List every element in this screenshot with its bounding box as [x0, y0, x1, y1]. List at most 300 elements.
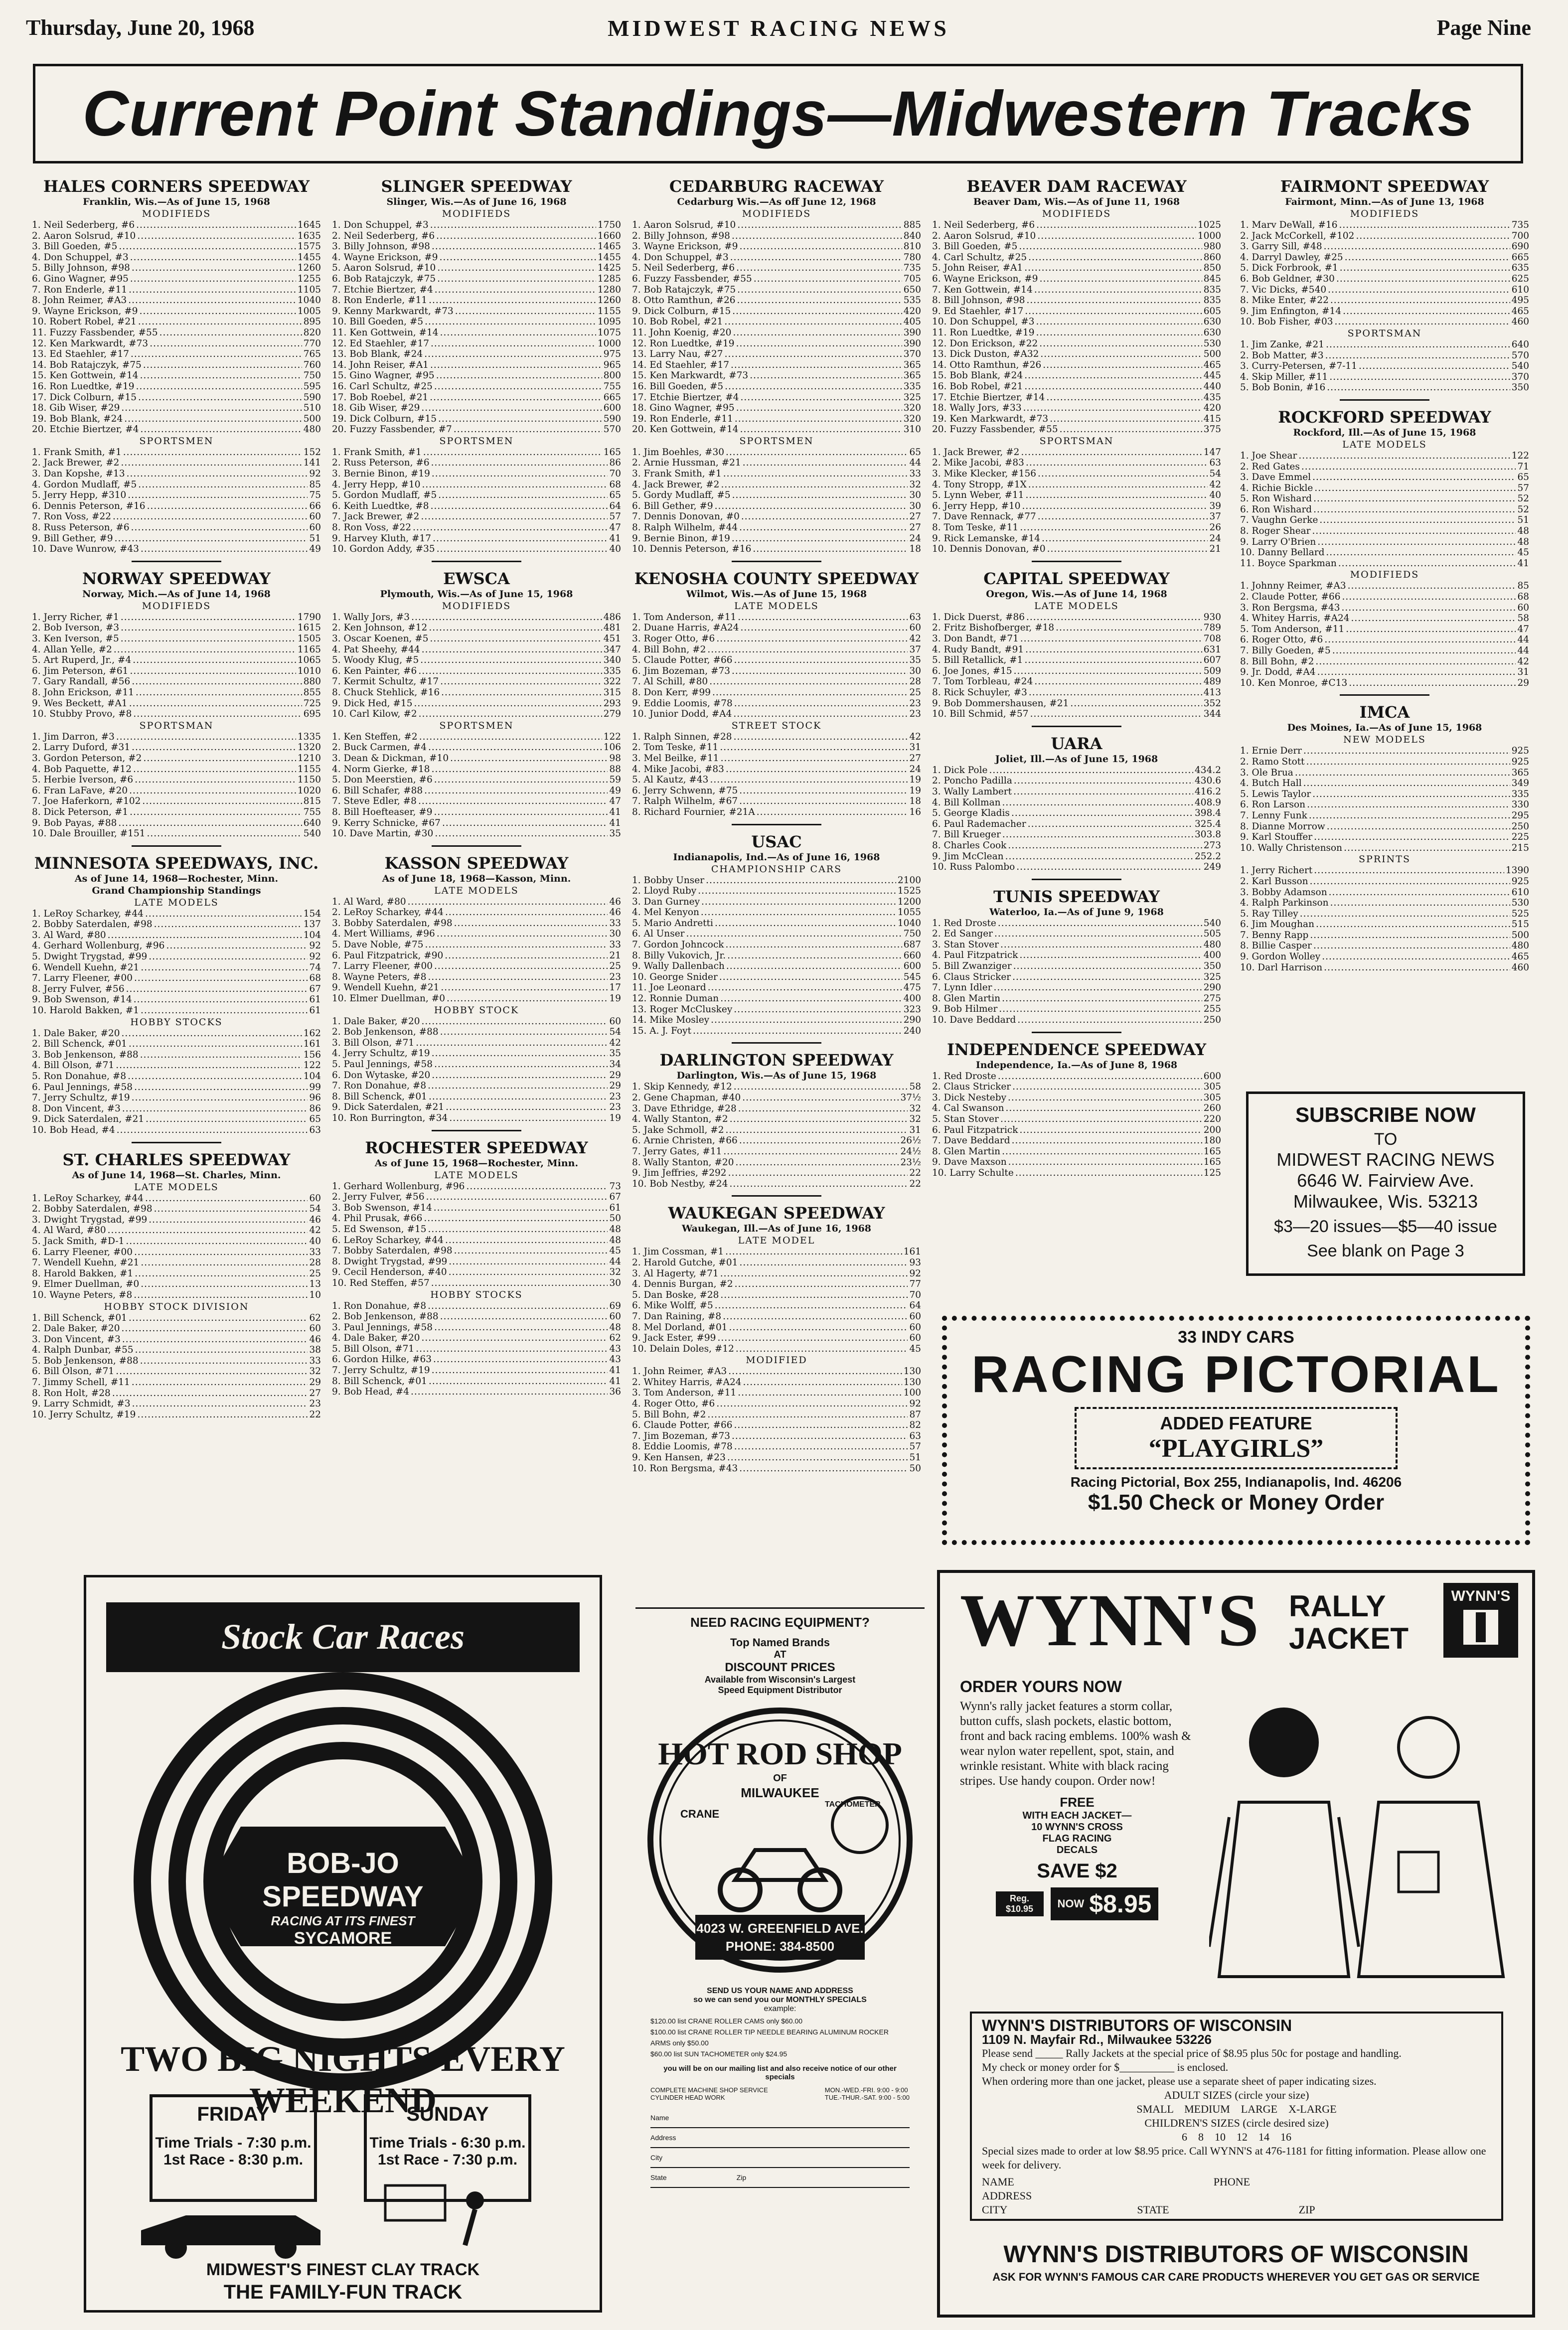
dot-leader	[737, 220, 902, 231]
dot-leader	[134, 1290, 308, 1301]
driver-name: 5. Ed Swenson, #15	[332, 1224, 427, 1235]
dot-leader	[122, 1323, 308, 1334]
dot-leader	[141, 1257, 308, 1268]
friday-race: 1st Race - 8:30 p.m.	[163, 2152, 304, 2168]
hotrod-hours-2: CYLINDER HEAD WORK	[650, 2094, 725, 2101]
standing-row	[32, 360, 321, 371]
wynns-regular-price: Reg. $10.95	[996, 1891, 1044, 1916]
standing-row	[332, 316, 621, 327]
hotrod-example: example:	[764, 2005, 796, 2013]
driver-name: 7. Dave Rennack, #77	[932, 511, 1036, 522]
standing-row	[332, 447, 621, 458]
dot-leader	[726, 447, 908, 458]
driver-name: 5. Neil Sederberg, #6	[632, 263, 735, 274]
standing-row	[632, 796, 921, 807]
standing-row	[32, 1290, 321, 1301]
driver-points: 47	[609, 796, 621, 807]
driver-points: 122	[603, 731, 621, 742]
wynns-special-sizes: Special sizes made to order at low $8.95 price. Call WYNN'S at 476-1181 for fitting information. Please allow one week for delivery.	[982, 2145, 1486, 2171]
section-divider	[432, 845, 521, 847]
dot-leader	[1359, 361, 1510, 372]
dot-leader	[1034, 285, 1202, 296]
dot-leader	[720, 1290, 908, 1301]
driver-points: 430.6	[1195, 776, 1221, 786]
driver-name: 10. Red Steffen, #57	[332, 1277, 430, 1288]
driver-points: 68	[609, 479, 621, 490]
standing-row	[632, 231, 921, 242]
dot-leader	[1014, 776, 1193, 786]
standing-row	[332, 818, 621, 829]
driver-name: 5. Gordon Mudlaff, #5	[332, 490, 437, 501]
driver-name: 11. Fuzzy Fassbender, #55	[32, 327, 158, 338]
driver-name: 9. Jim McClean	[932, 851, 1004, 862]
driver-points: 68	[309, 973, 321, 984]
driver-points: 92	[309, 468, 321, 479]
driver-points: 27	[909, 753, 921, 764]
dot-leader	[142, 796, 302, 807]
standing-row	[932, 612, 1221, 623]
driver-name: 6. Bob Ratajczyk, #75	[332, 273, 436, 284]
driver-name: 8. John Erickson, #11	[32, 687, 134, 698]
dot-leader	[1295, 768, 1510, 778]
driver-name: 3. Gordon Peterson, #2	[32, 753, 142, 764]
dot-leader	[1300, 909, 1510, 920]
standing-row	[632, 1344, 921, 1355]
driver-name: 3. Stan Stover	[932, 939, 999, 950]
driver-points: 885	[903, 220, 921, 230]
standing-row	[932, 929, 1221, 939]
driver-points: 54	[1209, 468, 1221, 479]
dot-leader	[166, 940, 308, 951]
standing-row	[332, 939, 621, 950]
standing-row	[332, 950, 621, 961]
driver-points: 180	[1203, 1135, 1221, 1146]
standing-row	[332, 633, 621, 644]
driver-name: 18. Wally Jors, #33	[932, 403, 1022, 414]
standing-row	[1240, 810, 1529, 821]
driver-name: 8. Russ Peterson, #6	[32, 522, 130, 533]
standing-row	[32, 501, 321, 512]
standing-row	[32, 666, 321, 677]
driver-points: 33	[309, 1355, 321, 1366]
dot-leader	[132, 1398, 308, 1409]
standing-row	[32, 263, 321, 274]
driver-points: 600	[603, 403, 621, 414]
dot-leader	[128, 1071, 302, 1082]
wynns-adult-sizes: ADULT SIZES (circle your size)	[1164, 2089, 1309, 2101]
standing-row	[332, 1203, 621, 1214]
standing-row	[332, 1387, 621, 1398]
standing-row	[32, 403, 321, 414]
dot-leader	[442, 818, 608, 829]
driver-points: 965	[603, 359, 621, 370]
dot-leader	[1006, 1103, 1202, 1114]
driver-points: 630	[1203, 316, 1221, 327]
standing-row	[32, 655, 321, 666]
section-divider	[732, 824, 821, 825]
dot-leader	[429, 622, 602, 633]
standing-row	[332, 1311, 621, 1322]
wynns-copy	[960, 1678, 1194, 1920]
driver-name: 6. Ron Wishard	[1240, 504, 1312, 515]
driver-name: 5. George Kladis	[932, 808, 1010, 819]
dot-leader	[1008, 840, 1202, 851]
standing-row	[932, 1114, 1221, 1125]
standing-row	[632, 676, 921, 687]
dot-leader	[449, 1113, 608, 1124]
driver-points: 33	[609, 939, 621, 950]
standing-row	[32, 807, 321, 818]
driver-name: 6. Paul Jennings, #58	[32, 1082, 133, 1092]
driver-points: 1645	[297, 220, 321, 230]
driver-points: 1000	[597, 338, 621, 349]
driver-points: 38	[309, 1345, 321, 1356]
standing-row	[632, 424, 921, 435]
driver-points: 1155	[597, 306, 621, 316]
driver-points: 147	[1203, 447, 1221, 458]
dot-leader	[728, 1366, 902, 1377]
driver-name: 7. Bob Ratajczyk, #75	[632, 284, 736, 295]
track-title: TUNIS SPEEDWAY	[993, 887, 1160, 906]
standing-row	[332, 1113, 621, 1124]
standing-row	[332, 775, 621, 785]
track-subtitle: Indianapolis, Ind.—As of June 16, 1968	[673, 851, 880, 863]
driver-points: 49	[609, 785, 621, 796]
driver-name: 9. Dick Hed, #15	[332, 698, 413, 709]
dot-leader	[734, 1082, 908, 1092]
standing-row	[632, 511, 921, 522]
driver-name: 2. Larry Duford, #31	[32, 742, 131, 753]
dot-leader	[1005, 851, 1193, 862]
standing-row	[32, 909, 321, 920]
driver-points: 32	[909, 479, 921, 490]
dot-leader	[147, 828, 302, 839]
driver-points: 1255	[297, 273, 321, 284]
driver-name: 5. Lewis Taylor	[1240, 788, 1311, 799]
driver-name: 3. Mel Beilke, #11	[632, 753, 719, 764]
dot-leader	[413, 522, 608, 533]
driver-name: 5. Art Ruperd, Jr., #4	[32, 655, 132, 666]
track-town: SYCAMORE	[294, 1929, 392, 1948]
standing-row	[332, 349, 621, 360]
dot-leader	[754, 274, 902, 285]
driver-points: 1425	[597, 263, 621, 274]
driver-points: 352	[1203, 698, 1221, 709]
driver-name: 6. Keith Luedtke, #8	[332, 500, 429, 511]
driver-name: 1. Jerry Richer, #1	[32, 612, 119, 622]
dot-leader	[734, 698, 908, 709]
track-title: KENOSHA COUNTY SPEEDWAY	[634, 569, 919, 588]
standing-row	[32, 1366, 321, 1377]
driver-name: 14. Otto Ramthun, #26	[932, 359, 1042, 370]
driver-name: 8. Ralph Wilhelm, #44	[632, 522, 738, 533]
standing-row	[32, 392, 321, 403]
dot-leader	[737, 285, 902, 296]
driver-name: 2. Duane Harris, #A24	[632, 622, 739, 633]
dot-leader	[998, 918, 1202, 929]
driver-points: 60	[309, 1323, 321, 1334]
standing-row	[1240, 462, 1529, 472]
standing-row	[332, 392, 621, 403]
driver-name: 2. Aaron Solsrud, #10	[932, 230, 1036, 241]
dot-leader	[416, 1038, 608, 1049]
driver-name: 10. Russ Palombo	[932, 862, 1015, 873]
driver-name: 5. Lynn Weber, #11	[932, 490, 1024, 501]
driver-name: 3. Bob Swenson, #14	[332, 1202, 432, 1213]
dot-leader	[1329, 372, 1510, 383]
driver-name: 10. Dennis Donovan, #0	[932, 544, 1046, 555]
driver-points: 64	[909, 1300, 921, 1311]
dot-leader	[1313, 504, 1516, 515]
dot-leader	[130, 252, 296, 263]
driver-points: 165	[603, 447, 621, 458]
driver-name: 6. Gordon Hilke, #63	[332, 1354, 432, 1365]
driver-points: 21	[1209, 544, 1221, 555]
dot-leader	[436, 370, 602, 381]
driver-points: 515	[1511, 919, 1529, 930]
standing-row	[932, 360, 1221, 371]
standing-row	[632, 961, 921, 972]
standing-row	[932, 709, 1221, 720]
driver-name: 13. Larry Nau, #27	[632, 349, 723, 360]
division-heading: SPRINTS	[1359, 854, 1411, 865]
dot-leader	[434, 961, 608, 972]
driver-name: 7. Dave Beddard	[932, 1135, 1010, 1146]
driver-points: 390	[903, 338, 921, 349]
driver-name: 12. Ronnie Duman	[632, 993, 719, 1004]
driver-points: 1455	[597, 252, 621, 263]
pictorial-feature: “PLAYGIRLS”	[1148, 1434, 1324, 1463]
driver-points: 315	[603, 687, 621, 698]
dot-leader	[1342, 603, 1516, 614]
page-header	[26, 15, 1531, 50]
standing-row	[632, 241, 921, 252]
driver-name: 2. Lloyd Ruby	[632, 886, 697, 897]
dot-leader	[1316, 919, 1510, 930]
driver-name: 14. Mike Mosley	[632, 1015, 710, 1026]
driver-points: 815	[303, 796, 321, 807]
standing-row	[932, 424, 1221, 435]
driver-points: 486	[603, 612, 621, 622]
standing-row	[332, 972, 621, 983]
division-heading: LATE MODELS	[434, 1169, 519, 1181]
driver-name: 8. John Reimer, #A3	[32, 295, 127, 306]
standing-row	[632, 886, 921, 897]
dot-leader	[686, 929, 902, 939]
driver-points: 500	[1511, 930, 1529, 940]
driver-points: 525	[1511, 908, 1529, 919]
subscribe-ad	[1246, 1091, 1525, 1276]
wynns-logo-badge	[1443, 1583, 1518, 1658]
dot-leader	[729, 1179, 908, 1190]
track-section	[632, 569, 921, 818]
driver-name: 15. Ken Markwardt, #73	[632, 370, 749, 381]
dot-leader	[422, 644, 602, 655]
standing-row	[932, 1092, 1221, 1103]
standings-column-5	[1240, 177, 1529, 979]
wynns-rally-jacket-ad	[937, 1570, 1535, 2318]
standing-row	[1240, 887, 1529, 898]
driver-name: 1. Jim Cossman, #1	[632, 1246, 724, 1257]
driver-points: 505	[1203, 929, 1221, 939]
driver-points: 52	[1517, 504, 1529, 515]
dot-leader	[725, 349, 902, 360]
driver-name: 8. Dick Peterson, #1	[32, 806, 129, 817]
standing-row	[32, 1313, 321, 1324]
standing-row	[32, 796, 321, 807]
driver-name: 1. Ralph Sinnen, #28	[632, 731, 732, 742]
standing-row	[932, 544, 1221, 555]
standing-row	[632, 1268, 921, 1279]
driver-points: 24½	[900, 1146, 921, 1157]
division-heading: SPORTSMEN	[139, 435, 214, 447]
dot-leader	[1025, 644, 1202, 655]
dot-leader	[108, 930, 302, 941]
dot-leader	[1036, 220, 1196, 231]
dot-leader	[1026, 612, 1202, 623]
standing-row	[332, 666, 621, 677]
driver-name: 4. Jerry Hepp, #10	[332, 479, 421, 490]
driver-points: 310	[903, 424, 921, 435]
dot-leader	[1012, 972, 1202, 983]
driver-points: 330	[1511, 799, 1529, 810]
dot-leader	[119, 241, 296, 252]
driver-points: 590	[303, 392, 321, 403]
track-subtitle: As of June 14, 1968—Rochester, Minn.	[74, 873, 279, 884]
driver-name: 17. Etchie Biertzer, #4	[632, 392, 739, 403]
driver-points: 46	[609, 907, 621, 918]
driver-name: 4. Bill Olson, #71	[32, 1060, 115, 1071]
driver-points: 29	[309, 1377, 321, 1388]
dot-leader	[1025, 306, 1202, 317]
driver-name: 10. Junior Dodd, #A4	[632, 709, 732, 720]
driver-name: 2. Claude Potter, #66	[1240, 592, 1341, 603]
driver-name: 6. Fuzzy Fassbender, #55	[632, 273, 752, 284]
driver-points: 44	[609, 1256, 621, 1267]
wynns-rally: RALLY	[1289, 1589, 1386, 1623]
track-section	[32, 1150, 321, 1420]
driver-points: 68	[1517, 592, 1529, 603]
driver-name: 10. Wally Christenson	[1240, 842, 1343, 853]
driver-name: 5. Bill Bohn, #2	[632, 1409, 706, 1420]
standing-row	[932, 644, 1221, 655]
standing-row	[1240, 316, 1529, 327]
dot-leader	[739, 1257, 908, 1268]
dot-leader	[1342, 592, 1516, 603]
track-title: MINNESOTA SPEEDWAYS, INC.	[34, 853, 319, 873]
standing-row	[1240, 909, 1529, 920]
dot-leader	[1012, 1135, 1202, 1146]
driver-name: 7. Bill Krueger	[932, 829, 1001, 840]
dot-leader	[437, 544, 608, 555]
driver-name: 10. Bill Schmid, #57	[932, 709, 1029, 720]
driver-points: 51	[909, 1452, 921, 1463]
driver-points: 1390	[1505, 865, 1529, 876]
standing-row	[1240, 592, 1529, 603]
dot-leader	[1040, 274, 1202, 285]
standing-row	[1240, 231, 1529, 242]
driver-points: 340	[603, 655, 621, 666]
dot-leader	[1028, 819, 1193, 830]
driver-points: 141	[303, 458, 321, 468]
dot-leader	[115, 533, 308, 544]
dot-leader	[723, 1146, 899, 1157]
dot-leader	[429, 1091, 608, 1102]
driver-name: 3. Bill Goeden, #5	[932, 241, 1018, 252]
driver-points: 41	[1517, 558, 1529, 569]
standing-row	[32, 458, 321, 468]
driver-name: 1. Dale Baker, #20	[32, 1028, 120, 1039]
driver-points: 25	[309, 1268, 321, 1279]
driver-points: 293	[603, 698, 621, 709]
dot-leader	[440, 1311, 608, 1322]
standing-row	[632, 1146, 921, 1157]
standing-row	[332, 414, 621, 425]
driver-points: 305	[1203, 1092, 1221, 1103]
standing-row	[332, 1354, 621, 1365]
driver-name: 3. Bill Olson, #71	[332, 1037, 415, 1048]
standing-row	[1240, 757, 1529, 768]
hotrod-shop-of: OF	[773, 1773, 787, 1784]
dot-leader	[1002, 993, 1202, 1004]
standing-row	[1240, 799, 1529, 810]
standing-row	[1240, 843, 1529, 854]
driver-name: 8. Chuck Stehlick, #16	[332, 687, 440, 698]
dot-leader	[130, 274, 296, 285]
driver-points: 695	[303, 709, 321, 720]
dot-leader	[1314, 483, 1516, 494]
driver-name: 4. Carl Schultz, #25	[932, 252, 1027, 263]
driver-name: 20. Fuzzy Fassbender, #55	[932, 424, 1058, 435]
hotrod-hours-1: COMPLETE MACHINE SHOP SERVICE	[650, 2086, 768, 2094]
standing-row	[32, 1398, 321, 1409]
standing-row	[1240, 220, 1529, 231]
dot-leader	[707, 644, 908, 655]
driver-name: 6. Paul Fitzpatrick, #90	[332, 950, 444, 961]
dot-leader	[432, 1365, 608, 1376]
driver-points: 1525	[897, 886, 921, 897]
track-title: BEAVER DAM RACEWAY	[966, 177, 1187, 196]
track-subtitle: Plymouth, Wis.—As of June 15, 1968	[380, 588, 573, 600]
driver-name: 1. Don Schuppel, #3	[332, 220, 429, 230]
driver-name: 7. Ron Donahue, #8	[332, 1081, 427, 1091]
dot-leader	[129, 785, 296, 796]
driver-name: 7. Gary Randall, #56	[32, 676, 131, 687]
sunday-race: 1st Race - 7:30 p.m.	[377, 2152, 518, 2168]
standing-row	[32, 295, 321, 306]
dot-leader	[738, 1388, 902, 1398]
driver-points: 27	[909, 522, 921, 533]
standing-row	[332, 533, 621, 544]
dot-leader	[434, 1322, 608, 1333]
flagman-icon	[385, 2185, 484, 2245]
dot-leader	[727, 950, 902, 961]
driver-points: 860	[1203, 252, 1221, 263]
driver-points: 60	[309, 522, 321, 533]
track-title: USAC	[751, 832, 802, 851]
driver-name: 10. George Snider	[632, 971, 718, 982]
dot-leader	[1312, 526, 1516, 537]
standing-row	[32, 1193, 321, 1204]
driver-points: 370	[1511, 371, 1529, 382]
driver-points: 605	[1203, 306, 1221, 316]
driver-name: 7. Steve Edler, #8	[332, 796, 417, 807]
driver-points: 1260	[597, 295, 621, 306]
driver-points: 30	[609, 929, 621, 939]
driver-points: 13	[309, 1279, 321, 1290]
driver-points: 30	[609, 1277, 621, 1288]
standing-row	[32, 984, 321, 995]
